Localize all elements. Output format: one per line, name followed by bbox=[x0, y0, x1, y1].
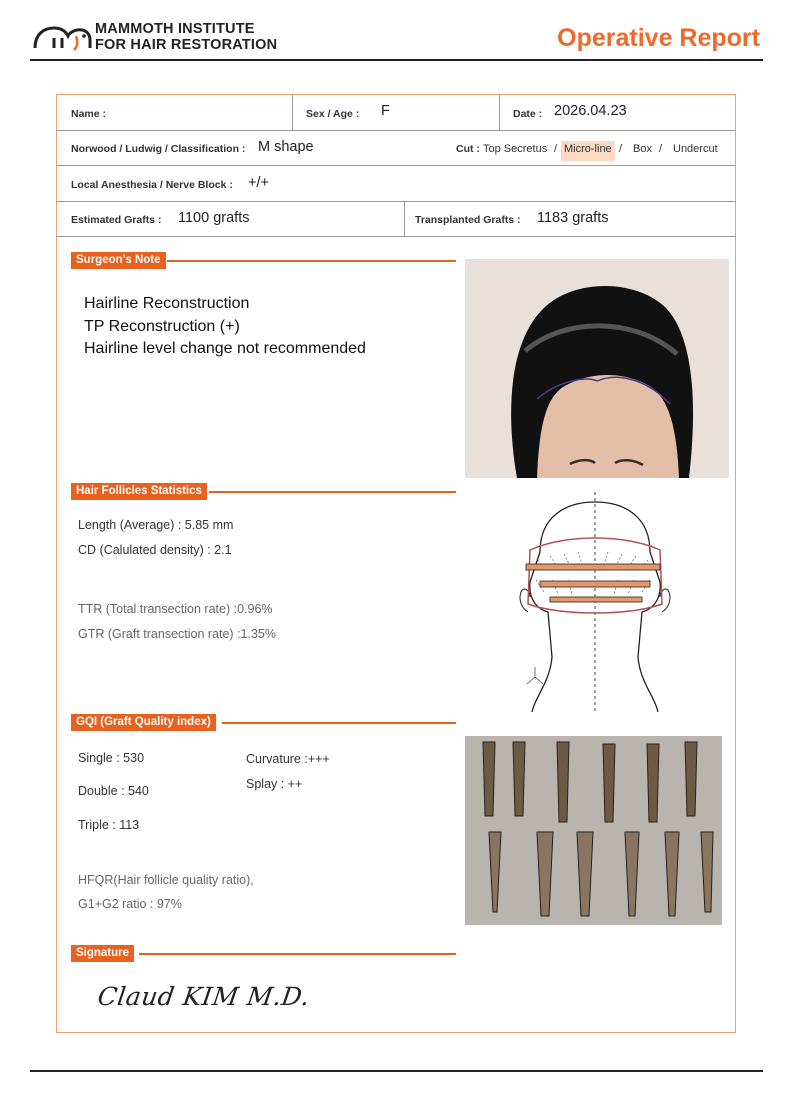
triple-count: Triple : 113 bbox=[78, 818, 140, 832]
section-tag: Signature bbox=[71, 945, 134, 962]
date-value[interactable]: 2026.04.23 bbox=[554, 103, 627, 119]
cut-option-box[interactable]: Box bbox=[633, 143, 652, 155]
surgeon-note-body bbox=[84, 293, 366, 361]
column-divider bbox=[292, 95, 293, 130]
logo-line-2: FOR HAIR RESTORATION bbox=[95, 37, 278, 53]
estimated-grafts-label: Estimated Grafts : bbox=[71, 214, 162, 226]
patient-hairline-photo bbox=[465, 259, 729, 478]
splay-value: Splay : ++ bbox=[246, 777, 303, 791]
mammoth-logo-icon bbox=[32, 20, 92, 56]
section-tag: GQI (Graft Quality index) bbox=[71, 714, 216, 731]
statistics-header bbox=[71, 483, 456, 500]
sex-age-label: Sex / Age : bbox=[306, 108, 360, 120]
row-divider bbox=[56, 201, 736, 202]
section-rule bbox=[167, 260, 456, 262]
surgeon-note-header bbox=[71, 252, 456, 269]
anesthesia-value[interactable]: +/+ bbox=[248, 175, 269, 191]
cut-separator: / bbox=[619, 143, 623, 155]
donor-area-diagram bbox=[510, 492, 680, 712]
cut-separator: / bbox=[554, 143, 558, 155]
name-label: Name : bbox=[71, 108, 107, 120]
cut-option-top-secretus[interactable]: Top Secretus bbox=[483, 143, 548, 155]
section-rule bbox=[222, 722, 456, 724]
column-divider bbox=[404, 201, 405, 236]
classification-label: Norwood / Ludwig / Classification : bbox=[71, 143, 246, 155]
transplanted-grafts-label: Transplanted Grafts : bbox=[415, 214, 521, 226]
transplanted-grafts-value[interactable]: 1183 grafts bbox=[537, 210, 609, 226]
note-line: Hairline Reconstruction bbox=[84, 295, 250, 312]
cut-option-micro-line[interactable]: Micro-line bbox=[561, 141, 615, 161]
row-divider bbox=[56, 236, 736, 237]
signature-header bbox=[71, 945, 456, 962]
section-rule bbox=[209, 491, 456, 493]
section-tag: Surgeon's Note bbox=[71, 252, 166, 269]
row-divider bbox=[56, 130, 736, 131]
cut-option-undercut[interactable]: Undercut bbox=[673, 143, 718, 155]
double-count: Double : 540 bbox=[78, 784, 149, 798]
ttr-stat: TTR (Total transection rate) :0.96% bbox=[78, 602, 273, 616]
section-tag: Hair Follicles Statistics bbox=[71, 483, 207, 500]
date-label: Date : bbox=[513, 108, 543, 120]
g1g2-ratio: G1+G2 ratio : 97% bbox=[78, 897, 182, 911]
sex-age-value[interactable]: F bbox=[381, 103, 390, 119]
hfqr-label: HFQR(Hair follicle quality ratio), bbox=[78, 873, 254, 887]
logo-line-1: MAMMOTH INSTITUTE bbox=[95, 21, 255, 37]
grafts-photo bbox=[465, 736, 722, 925]
gqi-header bbox=[71, 714, 456, 731]
institute-logo-text bbox=[95, 21, 277, 53]
gtr-stat: GTR (Graft transection rate) :1.35% bbox=[78, 627, 276, 641]
section-rule bbox=[139, 953, 456, 955]
estimated-grafts-value[interactable]: 1100 grafts bbox=[178, 210, 250, 226]
surgeon-signature: Claud KIM M.D. bbox=[95, 982, 312, 1011]
row-divider bbox=[56, 165, 736, 166]
header-divider bbox=[30, 59, 763, 61]
single-count: Single : 530 bbox=[78, 751, 145, 765]
footer-divider bbox=[30, 1070, 763, 1072]
anesthesia-label: Local Anesthesia / Nerve Block : bbox=[71, 179, 233, 191]
note-line: TP Reconstruction (+) bbox=[84, 317, 240, 335]
classification-value[interactable]: M shape bbox=[258, 139, 314, 155]
page-title: Operative Report bbox=[557, 24, 760, 52]
cut-label: Cut : bbox=[456, 143, 480, 155]
column-divider bbox=[499, 95, 500, 130]
length-stat: Length (Average) : 5.85 mm bbox=[78, 518, 234, 532]
cut-separator: / bbox=[659, 143, 663, 155]
curvature-value: Curvature :+++ bbox=[246, 752, 330, 766]
note-line: Hairline level change not recommended bbox=[84, 340, 366, 357]
cd-stat: CD (Calulated density) : 2.1 bbox=[78, 543, 232, 557]
